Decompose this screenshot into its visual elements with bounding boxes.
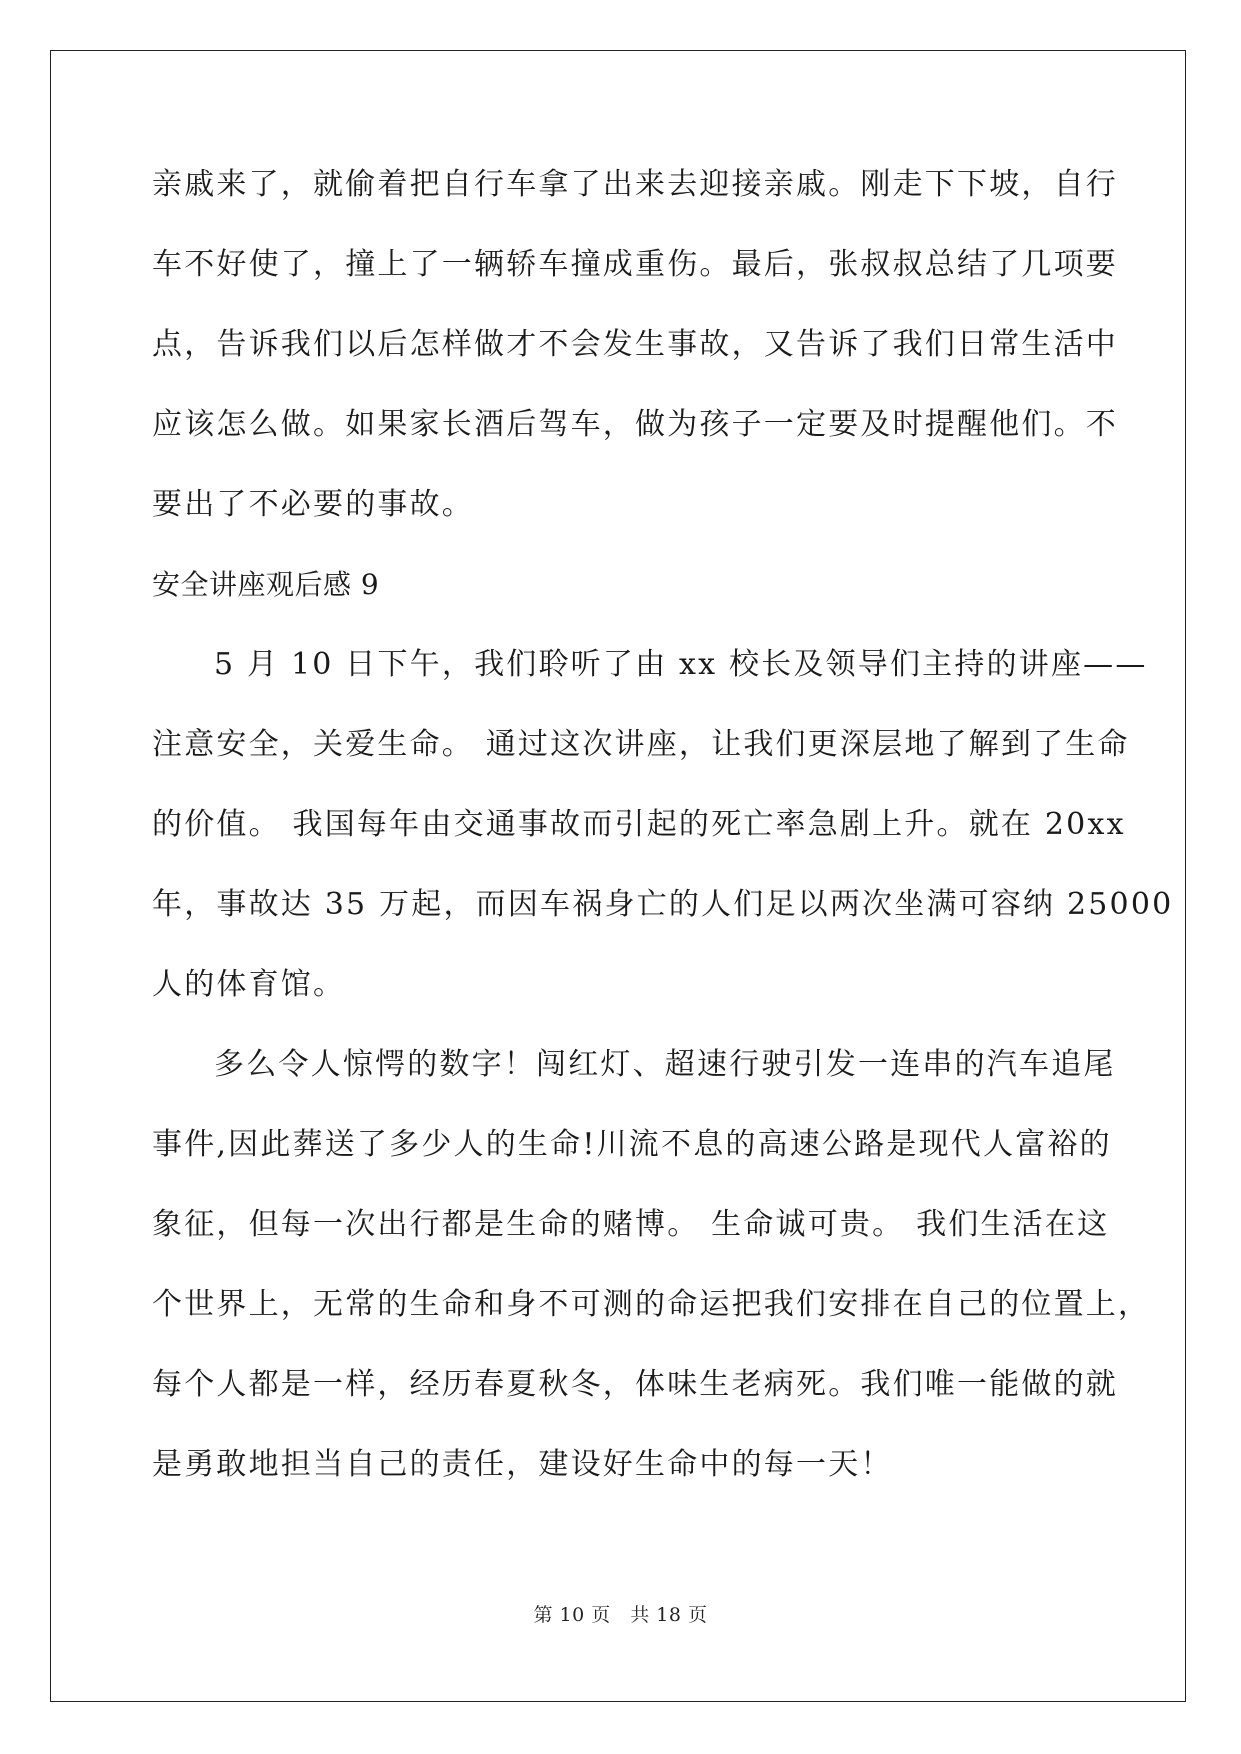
paragraph-line: 5 月 10 日下午，我们聆听了由 xx 校长及领导们主持的讲座—— [214, 647, 1148, 682]
document-body [152, 160, 1174, 1520]
heading-text: 安全讲座观后感 9 [152, 568, 380, 601]
paragraph [152, 640, 1174, 1040]
paragraph-line: 年，事故达 35 万起，而因车祸身亡的人们足以两次坐满可容纳 25000 [152, 887, 1174, 922]
paragraph [152, 1040, 1151, 1520]
paragraph [152, 160, 1118, 560]
paragraph-line: 亲戚来了，就偷着把自行车拿了出来去迎接亲戚。刚走下下坡，自行 [152, 167, 1118, 202]
paragraph-line: 多么令人惊愕的数字！闯红灯、超速行驶引发一连串的汽车追尾 [214, 1047, 1116, 1082]
paragraph-line: 个世界上，无常的生命和身不可测的命运把我们安排在自己的位置上， [152, 1287, 1151, 1322]
paragraph-line: 的价值。 我国每年由交通事故而引起的死亡率急剧上升。就在 20xx [152, 807, 1126, 842]
paragraph-line: 象征，但每一次出行都是生命的赌博。 生命诚可贵。 我们生活在这 [152, 1207, 1110, 1242]
paragraph-line: 应该怎么做。如果家长酒后驾车，做为孩子一定要及时提醒他们。不 [152, 407, 1118, 442]
section-heading [152, 560, 1092, 640]
paragraph-line: 车不好使了，撞上了一辆轿车撞成重伤。最后，张叔叔总结了几项要 [152, 247, 1118, 282]
paragraph-line: 事件,因此葬送了多少人的生命!川流不息的高速公路是现代人富裕的 [152, 1127, 1112, 1162]
paragraph-line: 是勇敢地担当自己的责任，建设好生命中的每一天！ [152, 1447, 893, 1482]
paragraph-line: 要出了不必要的事故。 [152, 487, 474, 522]
paragraph-line: 注意安全，关爱生命。 通过这次讲座，让我们更深层地了解到了生命 [152, 727, 1130, 762]
paragraph-line: 点，告诉我们以后怎样做才不会发生事故，又告诉了我们日常生活中 [152, 327, 1118, 362]
paragraph-line: 每个人都是一样，经历春夏秋冬，体味生老病死。我们唯一能做的就 [152, 1367, 1118, 1402]
paragraph-line: 人的体育馆。 [152, 967, 346, 1002]
page-footer: 第 10 页 共 18 页 [533, 1604, 708, 1626]
